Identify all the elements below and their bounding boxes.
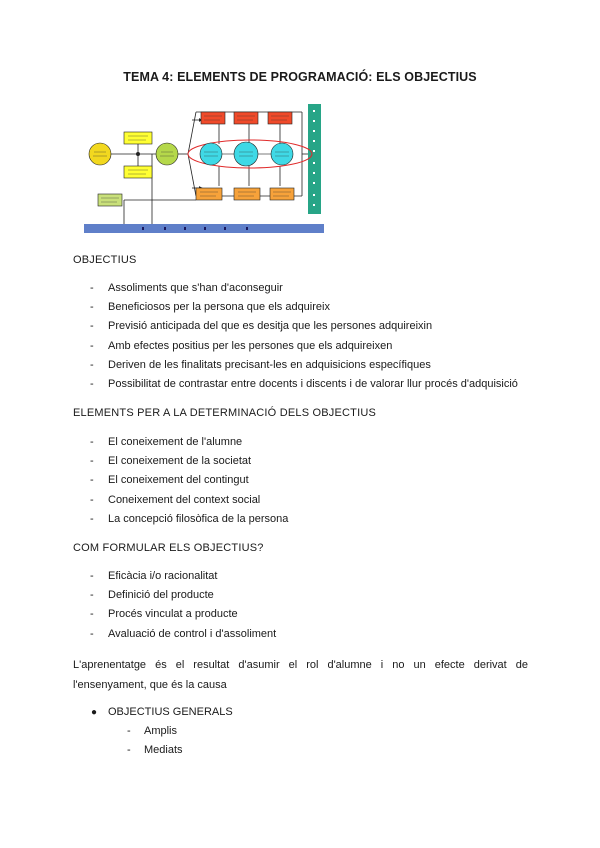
list-item: - Previsió anticipada del que es desitja que les persones adquireixin [90,320,433,333]
red-box-1 [201,112,225,124]
bullet-objectius-generals: ● OBJECTIUS GENERALS [91,706,233,718]
list-item: - Definició del producte [90,589,214,602]
list-item: - La concepció filosòfica de la persona [90,512,289,525]
elements-list [90,433,288,529]
objectius-list [90,279,518,394]
list-item: - Eficàcia i/o racionalitat [90,570,218,582]
section-heading-formular: COM FORMULAR ELS OBJECTIUS? [73,542,264,554]
list-item: - Beneficiosos per la persona que els adquireix [90,301,330,314]
cyan-node-3 [271,143,293,165]
section-heading-elements: ELEMENTS PER A LA DETERMINACIÓ DELS OBJECTIUS [73,407,377,419]
list-item: - El coneixement del contingut [90,474,249,487]
list-item: - Amplis [127,725,178,737]
list-item: - El coneixement de la societat [90,455,252,468]
bullet-dot-icon: ● [91,707,98,718]
programming-elements-diagram [84,100,324,234]
junction-dot [136,152,140,156]
list-item: - Mediats [127,744,183,756]
orange-box-2 [234,188,260,200]
page-title: TEMA 4: ELEMENTS DE PROGRAMACIÓ: ELS OBJECTIUS [123,70,477,84]
orange-box-1 [196,188,222,200]
formular-list [90,567,276,644]
orange-box-3 [270,188,294,200]
paragraph-line-1: L'aprenentatge és el resultat d'asumir el rol d'alumne i no un efecte derivat de [73,659,528,671]
list-item: - Procés vinculat a producte [90,608,238,621]
green-box-small [98,194,122,206]
cyan-node-1 [200,143,222,165]
list-item: - Possibilitat de contrastar entre docents i discents i de valorar llur procés d'adquisició [90,377,518,390]
list-item: - Deriven de les finalitats precisant-les en adquisicions específiques [90,358,431,371]
body-paragraph [73,655,528,695]
red-box-3 [268,112,292,124]
list-item: - Assoliments que s'han d'aconseguir [90,282,283,294]
list-item: - Avaluació de control i d'assoliment [90,627,277,640]
list-item: - El coneixement de l'alumne [90,436,243,448]
yellow-box-bottom [124,166,152,178]
central-green-node [156,143,178,165]
left-circle-node [89,143,111,165]
paragraph-line-2: l'ensenyament, que és la causa [73,679,227,691]
section-heading-objectius: OBJECTIUS [73,254,137,266]
objectius-generals-sublist [127,722,183,760]
yellow-box-top [124,132,152,144]
list-item: - Coneixement del context social [90,493,261,506]
cyan-node-2 [234,142,258,166]
list-item: - Amb efectes positius per les persones que els adquireixen [90,339,393,352]
red-box-2 [234,112,258,124]
